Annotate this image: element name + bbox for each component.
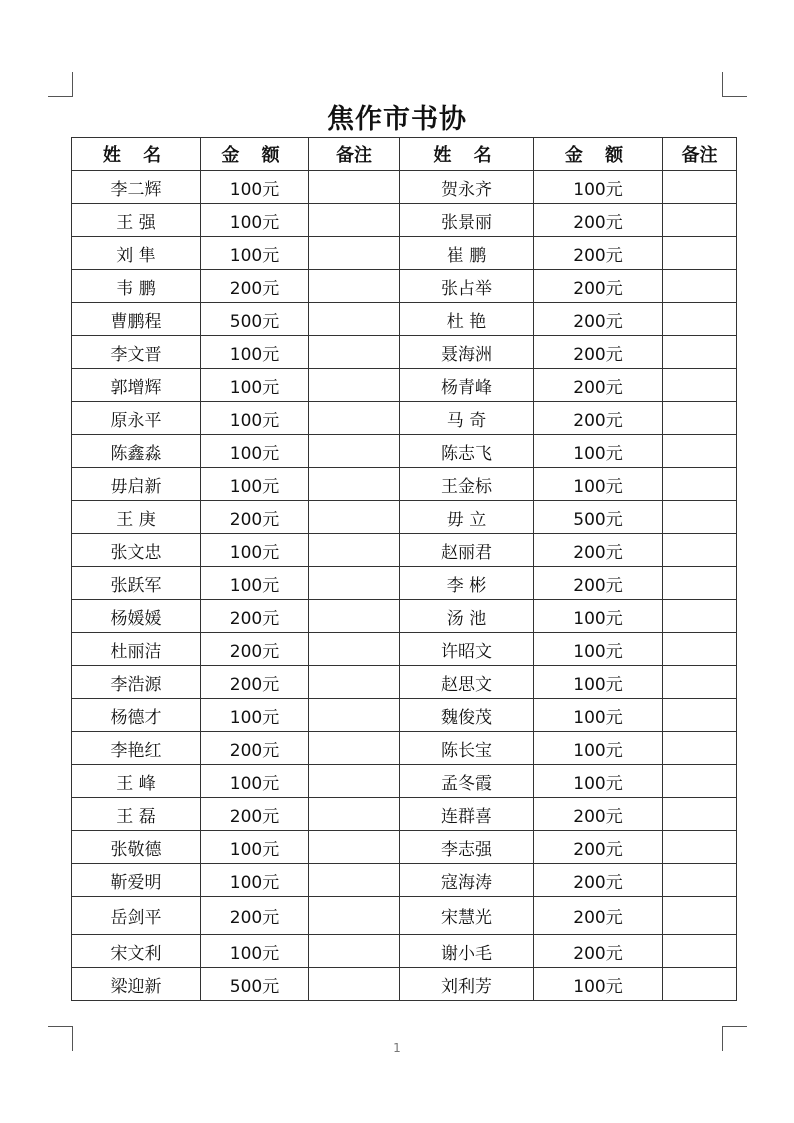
name-cell-left: 王 磊 [72,798,201,831]
note-cell-right [663,303,737,336]
note-cell-left [309,468,400,501]
amount-cell-left: 100元 [201,336,309,369]
amount-cell-right: 200元 [534,567,663,600]
name-cell-left: 郭增辉 [72,369,201,402]
name-cell-right: 杜 艳 [400,303,534,336]
name-cell-left: 岳剑平 [72,897,201,935]
name-cell-left: 杜丽洁 [72,633,201,666]
note-cell-left [309,171,400,204]
name-cell-right: 贺永齐 [400,171,534,204]
name-cell-left: 王 庚 [72,501,201,534]
amount-cell-right: 200元 [534,270,663,303]
name-cell-right: 王金标 [400,468,534,501]
document-title: 焦作市书协 [327,104,467,135]
amount-cell-right: 200元 [534,831,663,864]
amount-cell-left: 200元 [201,270,309,303]
amount-cell-left: 200元 [201,666,309,699]
amount-cell-left: 100元 [201,237,309,270]
note-cell-right [663,600,737,633]
amount-cell-right: 100元 [534,468,663,501]
amount-cell-right: 200元 [534,798,663,831]
name-cell-right: 陈志飞 [400,435,534,468]
note-cell-right [663,204,737,237]
table-body [72,171,737,1001]
amount-cell-left: 100元 [201,699,309,732]
amount-cell-right: 500元 [534,501,663,534]
name-cell-left: 李浩源 [72,666,201,699]
table-row [72,935,737,968]
amount-cell-left: 200元 [201,633,309,666]
table-header-row [72,138,737,171]
table-row [72,600,737,633]
note-cell-right [663,402,737,435]
name-cell-left: 原永平 [72,402,201,435]
name-cell-right: 赵思文 [400,666,534,699]
note-cell-right [663,699,737,732]
name-cell-left: 王 峰 [72,765,201,798]
table-row [72,468,737,501]
name-cell-left: 杨媛媛 [72,600,201,633]
note-cell-left [309,303,400,336]
note-cell-left [309,204,400,237]
amount-cell-left: 100元 [201,534,309,567]
note-cell-right [663,633,737,666]
note-cell-left [309,831,400,864]
name-cell-right: 杨青峰 [400,369,534,402]
amount-cell-right: 200元 [534,864,663,897]
amount-cell-left: 200元 [201,600,309,633]
name-cell-right: 刘利芳 [400,968,534,1001]
header-amount-left: 金 额 [201,138,309,171]
table-row [72,732,737,765]
table-row [72,864,737,897]
amount-cell-left: 100元 [201,369,309,402]
header-note-left: 备注 [309,138,400,171]
table-row [72,699,737,732]
amount-cell-left: 200元 [201,897,309,935]
note-cell-left [309,336,400,369]
note-cell-right [663,968,737,1001]
name-cell-right: 许昭文 [400,633,534,666]
name-cell-left: 李二辉 [72,171,201,204]
note-cell-left [309,798,400,831]
amount-cell-left: 100元 [201,468,309,501]
amount-cell-right: 100元 [534,968,663,1001]
note-cell-left [309,968,400,1001]
name-cell-left: 张跃军 [72,567,201,600]
table-row [72,204,737,237]
amount-cell-left: 100元 [201,171,309,204]
page-number: 1 [393,1041,401,1055]
table-row [72,666,737,699]
note-cell-left [309,270,400,303]
amount-cell-left: 100元 [201,831,309,864]
note-cell-right [663,935,737,968]
note-cell-right [663,798,737,831]
table-row [72,897,737,935]
amount-cell-right: 200元 [534,534,663,567]
table-row [72,171,737,204]
amount-cell-left: 500元 [201,303,309,336]
name-cell-right: 张景丽 [400,204,534,237]
note-cell-left [309,864,400,897]
note-cell-right [663,171,737,204]
amount-cell-left: 100元 [201,935,309,968]
name-cell-left: 李艳红 [72,732,201,765]
amount-cell-right: 100元 [534,435,663,468]
header-name-left: 姓 名 [72,138,201,171]
amount-cell-left: 200元 [201,798,309,831]
table-row [72,798,737,831]
note-cell-left [309,699,400,732]
header-amount-right: 金 额 [534,138,663,171]
amount-cell-left: 100元 [201,765,309,798]
name-cell-right: 张占举 [400,270,534,303]
name-cell-right: 李志强 [400,831,534,864]
name-cell-right: 赵丽君 [400,534,534,567]
amount-cell-left: 100元 [201,864,309,897]
table-row [72,303,737,336]
name-cell-right: 孟冬霞 [400,765,534,798]
note-cell-right [663,666,737,699]
table-row [72,369,737,402]
name-cell-right: 连群喜 [400,798,534,831]
name-cell-left: 靳爱明 [72,864,201,897]
name-cell-right: 马 奇 [400,402,534,435]
name-cell-left: 陈鑫淼 [72,435,201,468]
amount-cell-left: 100元 [201,204,309,237]
amount-cell-right: 200元 [534,897,663,935]
donation-table [71,137,737,1001]
table-row [72,402,737,435]
amount-cell-right: 200元 [534,204,663,237]
note-cell-right [663,270,737,303]
note-cell-right [663,369,737,402]
amount-cell-right: 100元 [534,171,663,204]
note-cell-right [663,435,737,468]
name-cell-right: 李 彬 [400,567,534,600]
note-cell-right [663,534,737,567]
amount-cell-right: 200元 [534,369,663,402]
table-row [72,831,737,864]
note-cell-left [309,732,400,765]
amount-cell-left: 100元 [201,402,309,435]
name-cell-left: 张敬德 [72,831,201,864]
note-cell-left [309,534,400,567]
note-cell-left [309,897,400,935]
note-cell-left [309,402,400,435]
note-cell-left [309,600,400,633]
note-cell-right [663,864,737,897]
table-row [72,534,737,567]
table-row [72,968,737,1001]
name-cell-left: 韦 鹏 [72,270,201,303]
name-cell-left: 张文忠 [72,534,201,567]
note-cell-left [309,765,400,798]
amount-cell-right: 200元 [534,935,663,968]
header-note-right: 备注 [663,138,737,171]
crop-mark-top-left [48,72,73,97]
name-cell-left: 王 强 [72,204,201,237]
table-row [72,435,737,468]
name-cell-left: 梁迎新 [72,968,201,1001]
amount-cell-right: 100元 [534,600,663,633]
note-cell-right [663,336,737,369]
amount-cell-right: 100元 [534,732,663,765]
amount-cell-right: 200元 [534,402,663,435]
note-cell-right [663,567,737,600]
table-row [72,567,737,600]
amount-cell-left: 200元 [201,501,309,534]
note-cell-left [309,666,400,699]
amount-cell-right: 100元 [534,765,663,798]
name-cell-right: 陈长宝 [400,732,534,765]
name-cell-left: 毋启新 [72,468,201,501]
note-cell-left [309,435,400,468]
table-row [72,237,737,270]
table-row [72,270,737,303]
header-name-right: 姓 名 [400,138,534,171]
name-cell-left: 曹鹏程 [72,303,201,336]
name-cell-left: 李文晋 [72,336,201,369]
amount-cell-right: 200元 [534,237,663,270]
name-cell-right: 聂海洲 [400,336,534,369]
name-cell-left: 杨德才 [72,699,201,732]
name-cell-right: 魏俊茂 [400,699,534,732]
table-row [72,765,737,798]
amount-cell-left: 100元 [201,567,309,600]
note-cell-right [663,831,737,864]
amount-cell-left: 200元 [201,732,309,765]
note-cell-left [309,237,400,270]
amount-cell-left: 500元 [201,968,309,1001]
name-cell-right: 崔 鹏 [400,237,534,270]
note-cell-left [309,633,400,666]
note-cell-left [309,567,400,600]
name-cell-left: 刘 隼 [72,237,201,270]
crop-mark-top-right [722,72,747,97]
amount-cell-right: 200元 [534,303,663,336]
name-cell-left: 宋文利 [72,935,201,968]
table-row [72,633,737,666]
note-cell-right [663,732,737,765]
table-row [72,336,737,369]
amount-cell-right: 200元 [534,336,663,369]
note-cell-left [309,369,400,402]
amount-cell-right: 100元 [534,666,663,699]
note-cell-left [309,501,400,534]
note-cell-right [663,237,737,270]
name-cell-right: 寇海涛 [400,864,534,897]
note-cell-right [663,501,737,534]
amount-cell-right: 100元 [534,633,663,666]
name-cell-right: 汤 池 [400,600,534,633]
note-cell-left [309,935,400,968]
note-cell-right [663,468,737,501]
table-row [72,501,737,534]
amount-cell-left: 100元 [201,435,309,468]
amount-cell-right: 100元 [534,699,663,732]
name-cell-right: 宋慧光 [400,897,534,935]
name-cell-right: 毋 立 [400,501,534,534]
name-cell-right: 谢小毛 [400,935,534,968]
note-cell-right [663,765,737,798]
note-cell-right [663,897,737,935]
